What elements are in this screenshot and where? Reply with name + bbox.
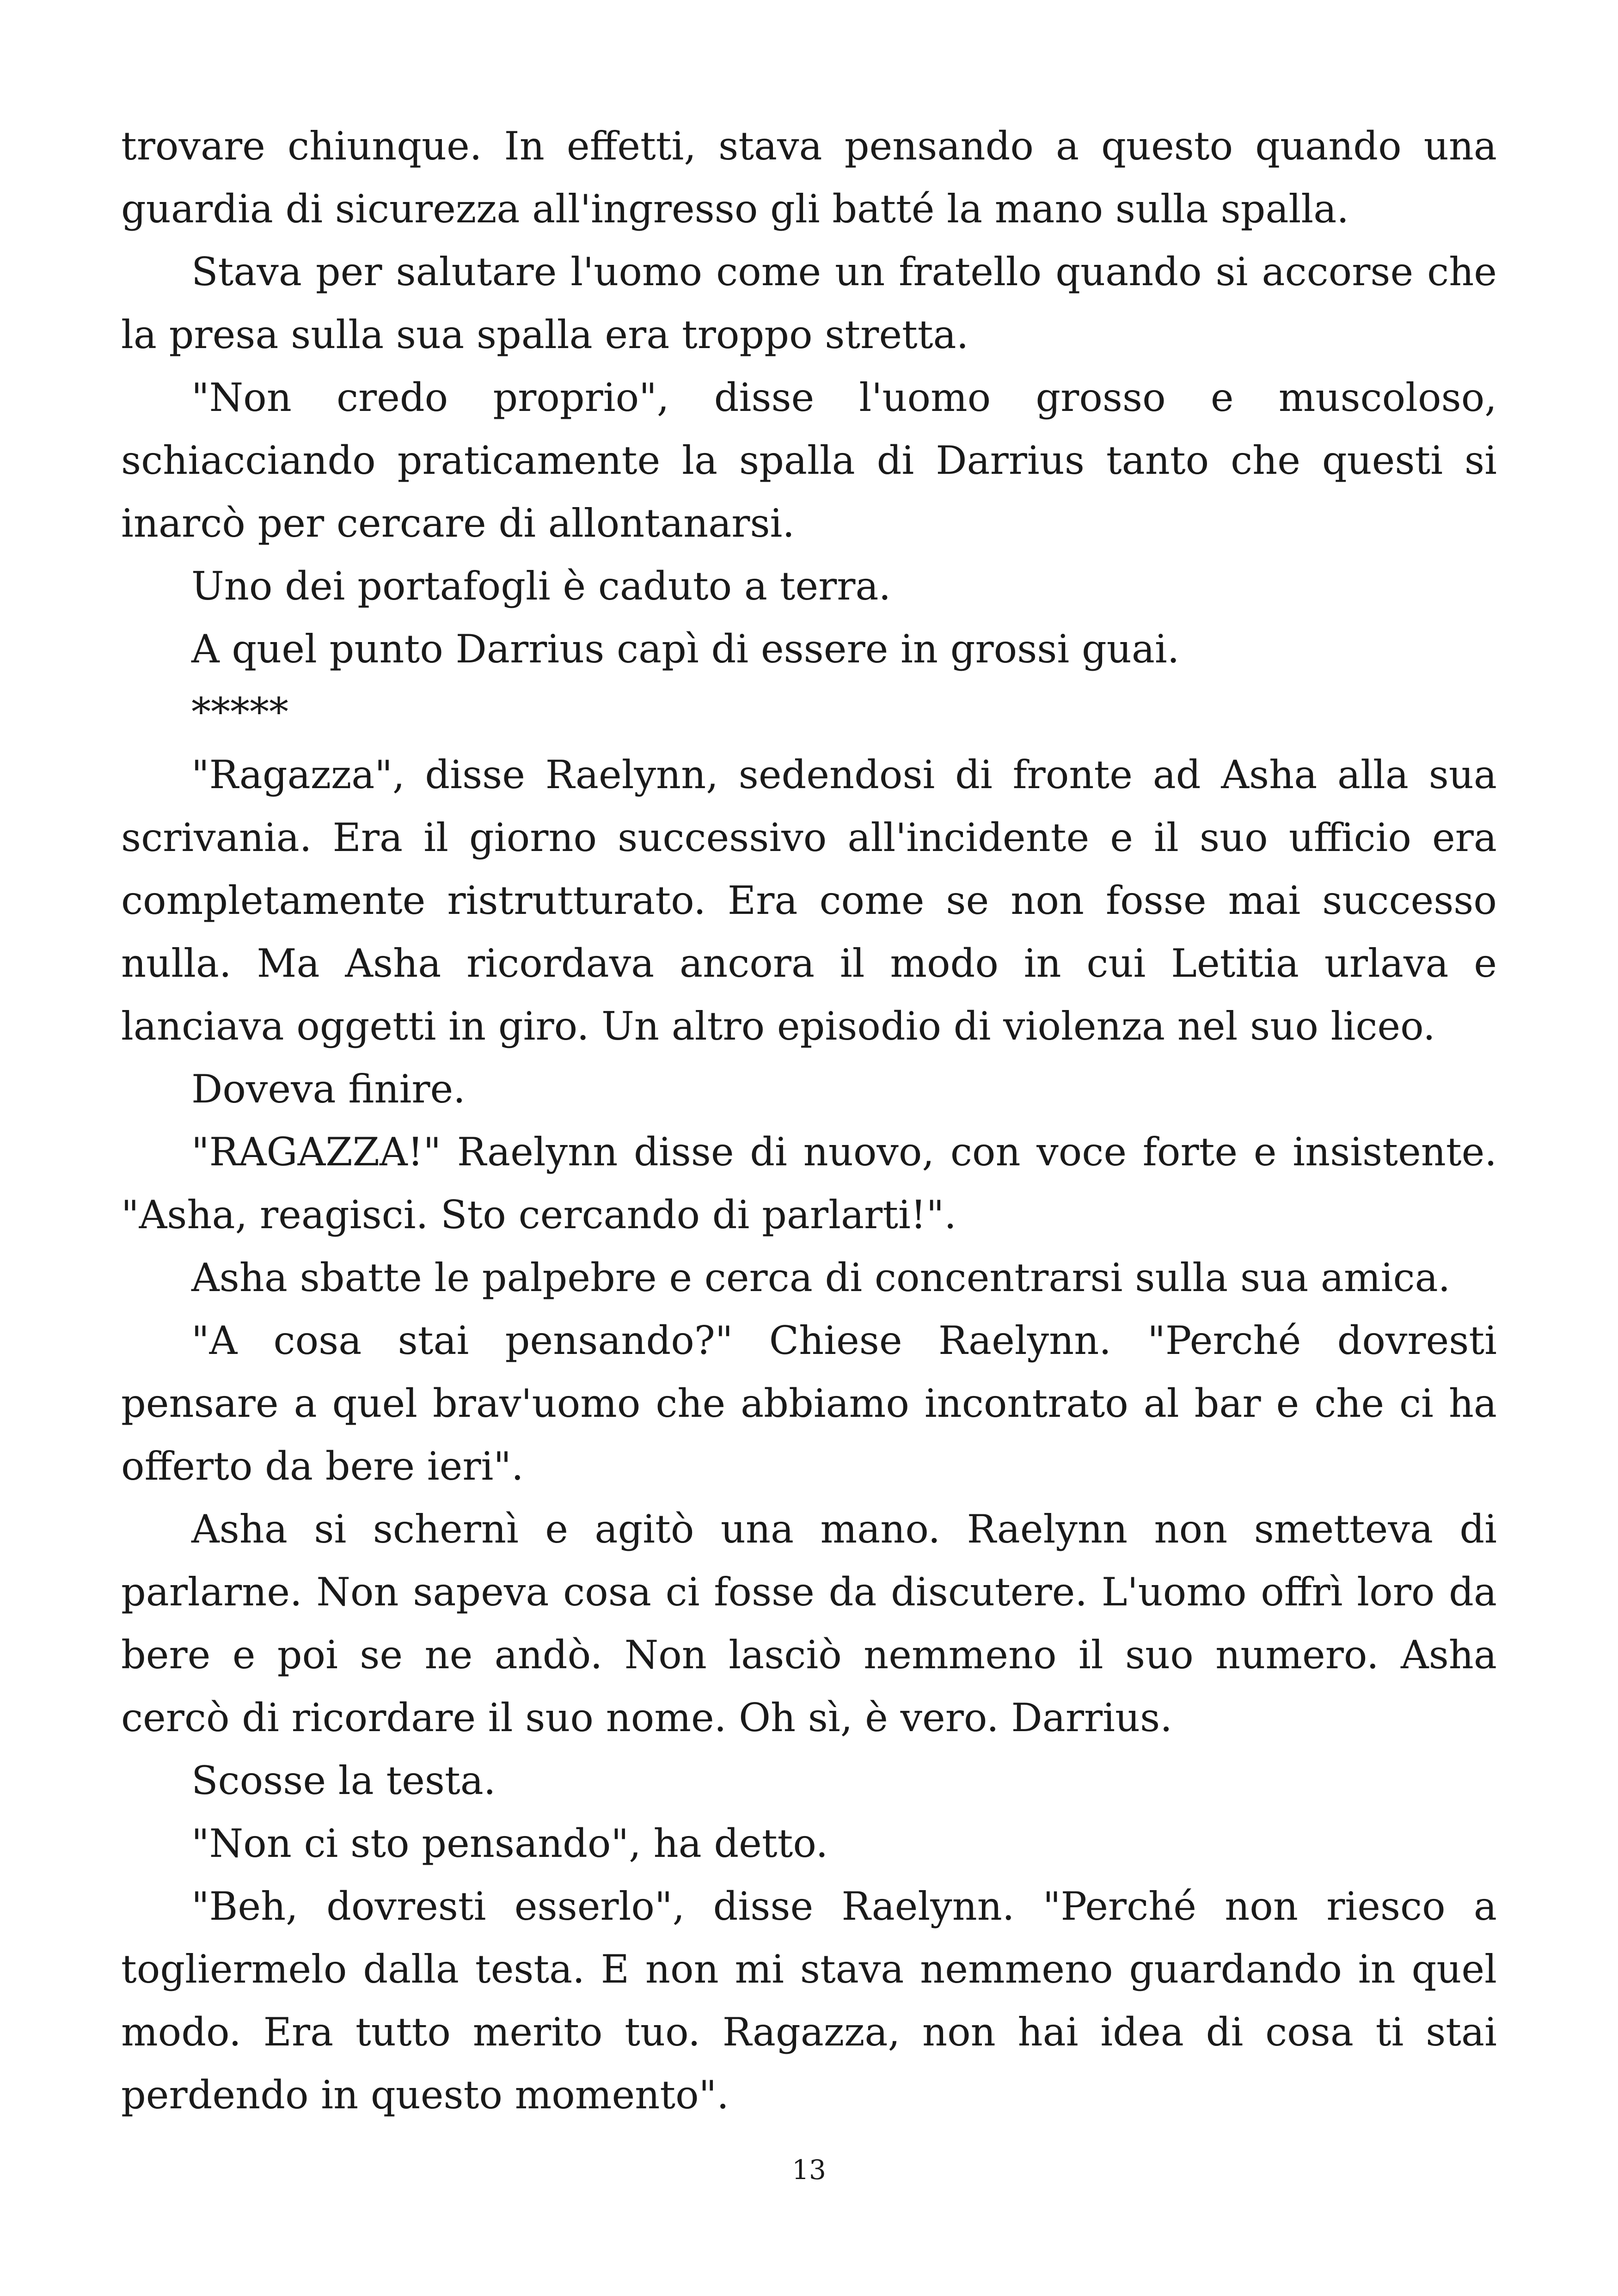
paragraph: "A cosa stai pensando?" Chiese Raelynn. "Perché dovresti pensare a quel brav'uomo che abbiamo incontrato al bar e che ci ha offerto da bere ieri". [121,1318,1497,1489]
paragraph: Doveva finire. [191,1066,466,1112]
paragraph: "Beh, dovresti esserlo", disse Raelynn. "Perché non riesco a togliermelo dalla testa. E non mi stava nemmeno guardando in quel modo. Era tutto merito tuo. Ragazza, non hai idea di cosa ti stai perdendo in questo momento". [121,1884,1497,2118]
paragraph: Scosse la testa. [191,1758,496,1803]
paragraph: Stava per salutare l'uomo come un fratello quando si accorse che la presa sulla sua spalla era troppo stretta. [121,249,1497,357]
paragraph: Asha si schernì e agitò una mano. Raelynn non smetteva di parlarne. Non sapeva cosa ci fosse da discutere. L'uomo offrì loro da bere e poi se ne andò. Non lasciò nemmeno il suo numero. Asha cercò di ricordare il suo nome. Oh sì, è vero. Darrius. [121,1506,1497,1740]
page-body [121,115,1497,2126]
paragraph: Asha sbatte le palpebre e cerca di concentrarsi sulla sua amica. [191,1255,1451,1300]
paragraph: Uno dei portafogli è caduto a terra. [191,563,891,609]
paragraph: "RAGAZZA!" Raelynn disse di nuovo, con voce forte e insistente. "Asha, reagisci. Sto cercando di parlarti!". [121,1129,1497,1237]
paragraph: "Non ci sto pensando", ha detto. [191,1821,828,1866]
paragraph-continuation: trovare chiunque. In effetti, stava pensando a questo quando una guardia di sicurezza all'ingresso gli batté la mano sulla spalla. [121,123,1497,232]
paragraph: A quel punto Darrius capì di essere in grossi guai. [191,626,1180,672]
page-number: 13 [792,2154,826,2186]
scene-separator: ***** [191,689,288,735]
paragraph: "Ragazza", disse Raelynn, sedendosi di fronte ad Asha alla sua scrivania. Era il giorno successivo all'incidente e il suo ufficio era completamente ristrutturato. Era come se non fosse mai successo nulla. Ma Asha ricordava ancora il modo in cui Letitia urlava e lanciava oggetti in giro. Un altro episodio di violenza nel suo liceo. [121,752,1497,1049]
paragraph: "Non credo proprio", disse l'uomo grosso e muscoloso, schiacciando praticamente la spalla di Darrius tanto che questi si inarcò per cercare di allontanarsi. [121,375,1497,546]
